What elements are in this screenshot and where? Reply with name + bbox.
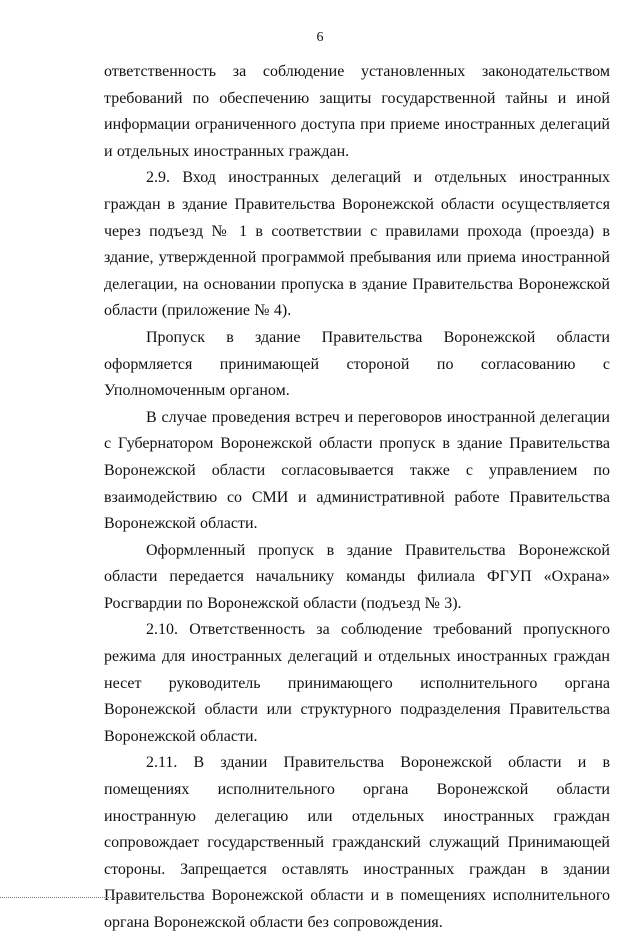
page-number: 6 bbox=[316, 30, 324, 45]
paragraph-2-10-responsibility: 2.10. Ответственность за соблюдение требований пропускного режима для иностранных делегаций и отдельных иностранных граждан несет руководитель принимающего исполнительного органа Воронежской области или структурного подразделения Правительства Воронежской области. bbox=[104, 621, 610, 745]
paragraph-2-11-escort: 2.11. В здании Правительства Воронежской области и в помещениях исполнительного органа Воронежской области иностранную делегацию или отдельных иностранных граждан сопровождает государственный гражданский служащий Принимающей стороны. Запрещается оставлять иностранных граждан в здании Правительства Воронежской области и в помещениях исполнительного органа Воронежской области без сопровождения. bbox=[104, 754, 610, 931]
paragraph-governor-meetings: В случае проведения встреч и переговоров иностранной делегации с Губернатором Воронежской области пропуск в здание Правительства Воронежской области согласовывается также с управлением по взаимодействию со СМИ и административной работе Правительства Воронежской области. bbox=[104, 408, 610, 533]
footer-divider bbox=[0, 897, 145, 898]
paragraph-2-9-entry: 2.9. Вход иностранных делегаций и отдельных иностранных граждан в здание Правительства Воронежской области осуществляется через подъезд № 1 в соответствии с правилами прохода (проезда) в здание, утвержденной программой пребывания или приема иностранной делегации, на основании пропуска в здание Правительства Воронежской области (приложение № 4). bbox=[104, 169, 610, 320]
paragraph-pass-issuance: Пропуск в здание Правительства Воронежской области оформляется принимающей стороной по согласованию с Уполномоченным органом. bbox=[104, 328, 610, 400]
paragraph-continuation: ответственность за соблюдение установленных законодательством требований по обеспечению защиты государственной тайны и иной информации ограниченного доступа при приеме иностранных делегаций и отдельных иностранных граждан. bbox=[104, 63, 610, 160]
document-body bbox=[104, 59, 610, 937]
paragraph-pass-transfer: Оформленный пропуск в здание Правительства Воронежской области передается начальнику команды филиала ФГУП «Охрана» Росгвардии по Воронежской области (подъезд № 3). bbox=[104, 541, 610, 612]
